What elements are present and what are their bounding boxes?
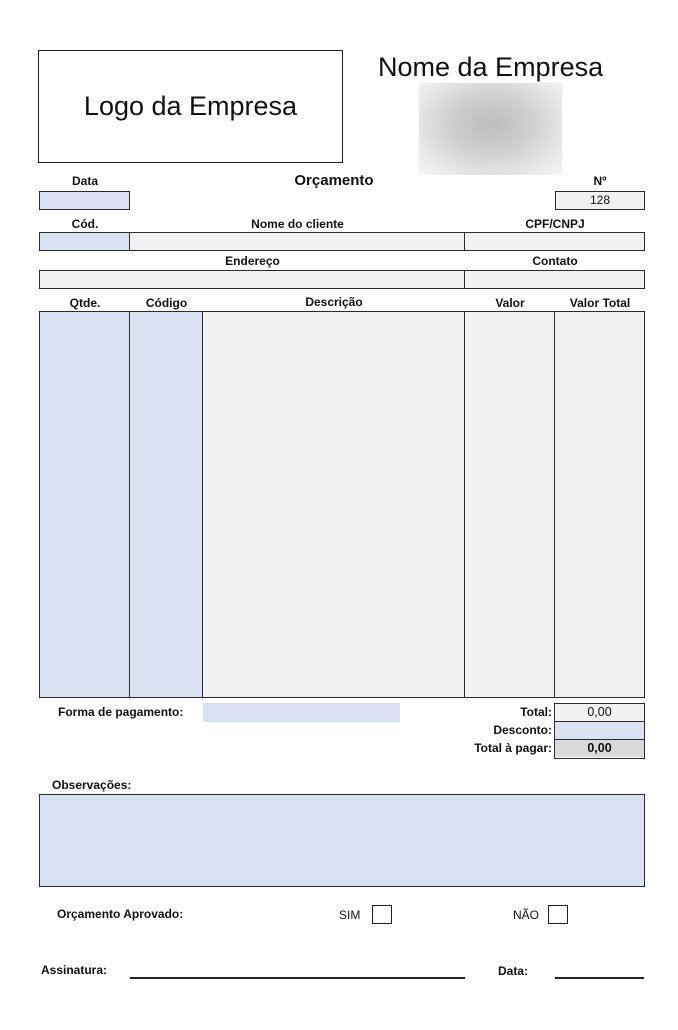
client-row: [39, 232, 645, 251]
document-title: Orçamento: [294, 172, 374, 189]
total-value: 0,00: [555, 704, 644, 722]
discount-input[interactable]: [555, 722, 644, 740]
date-input[interactable]: [39, 191, 130, 210]
signature-date-label: Data:: [498, 964, 529, 978]
payment-label: Forma de pagamento:: [58, 705, 184, 719]
description-column[interactable]: [203, 312, 465, 697]
col-header-total: Valor Total: [569, 296, 631, 310]
cpf-cnpj-label: CPF/CNPJ: [525, 217, 585, 231]
contact-input[interactable]: [465, 271, 644, 288]
contact-label: Contato: [532, 254, 578, 268]
signature-label: Assinatura:: [41, 963, 108, 977]
notes-label: Observações:: [52, 778, 132, 792]
totals-box: [554, 703, 645, 759]
line-total-column[interactable]: [555, 312, 644, 697]
client-name-input[interactable]: [130, 233, 465, 250]
discount-label: Desconto:: [493, 723, 552, 737]
address-row: [39, 270, 645, 289]
logo-placeholder: [38, 50, 343, 163]
address-input[interactable]: [40, 271, 465, 288]
payment-method-input[interactable]: [203, 703, 400, 722]
price-column[interactable]: [465, 312, 555, 697]
redacted-image: [419, 83, 562, 175]
date-label: Data: [71, 174, 98, 188]
company-name: Nome da Empresa: [378, 52, 604, 82]
approval-label: Orçamento Aprovado:: [57, 907, 184, 921]
approve-yes-label: SIM: [339, 908, 361, 922]
client-name-label: Nome do cliente: [251, 217, 344, 231]
quote-number-value: 128: [589, 193, 611, 207]
code-column[interactable]: [130, 312, 203, 697]
logo-placeholder-text: Logo da Empresa: [83, 91, 298, 121]
col-header-code: Código: [145, 296, 188, 310]
to-pay-label: Total à pagar:: [474, 741, 552, 755]
client-code-input[interactable]: [40, 233, 130, 250]
cpf-cnpj-input[interactable]: [465, 233, 644, 250]
address-label: Endereço: [225, 254, 280, 268]
col-header-qty: Qtde.: [69, 296, 101, 310]
col-header-price: Valor: [495, 296, 525, 310]
items-table: [39, 311, 645, 698]
signature-date-line[interactable]: [555, 977, 644, 979]
quote-number-field[interactable]: [555, 191, 645, 210]
to-pay-value: 0,00: [555, 740, 644, 757]
col-header-description: Descrição: [305, 295, 363, 309]
number-label: Nº: [593, 174, 607, 188]
approve-no-checkbox[interactable]: [548, 905, 568, 924]
total-label: Total:: [520, 705, 552, 719]
client-code-label: Cód.: [71, 217, 99, 231]
notes-input[interactable]: [39, 794, 645, 887]
signature-line[interactable]: [130, 977, 465, 979]
approve-no-label: NÃO: [513, 908, 540, 922]
qty-column[interactable]: [40, 312, 130, 697]
approve-yes-checkbox[interactable]: [372, 905, 392, 924]
